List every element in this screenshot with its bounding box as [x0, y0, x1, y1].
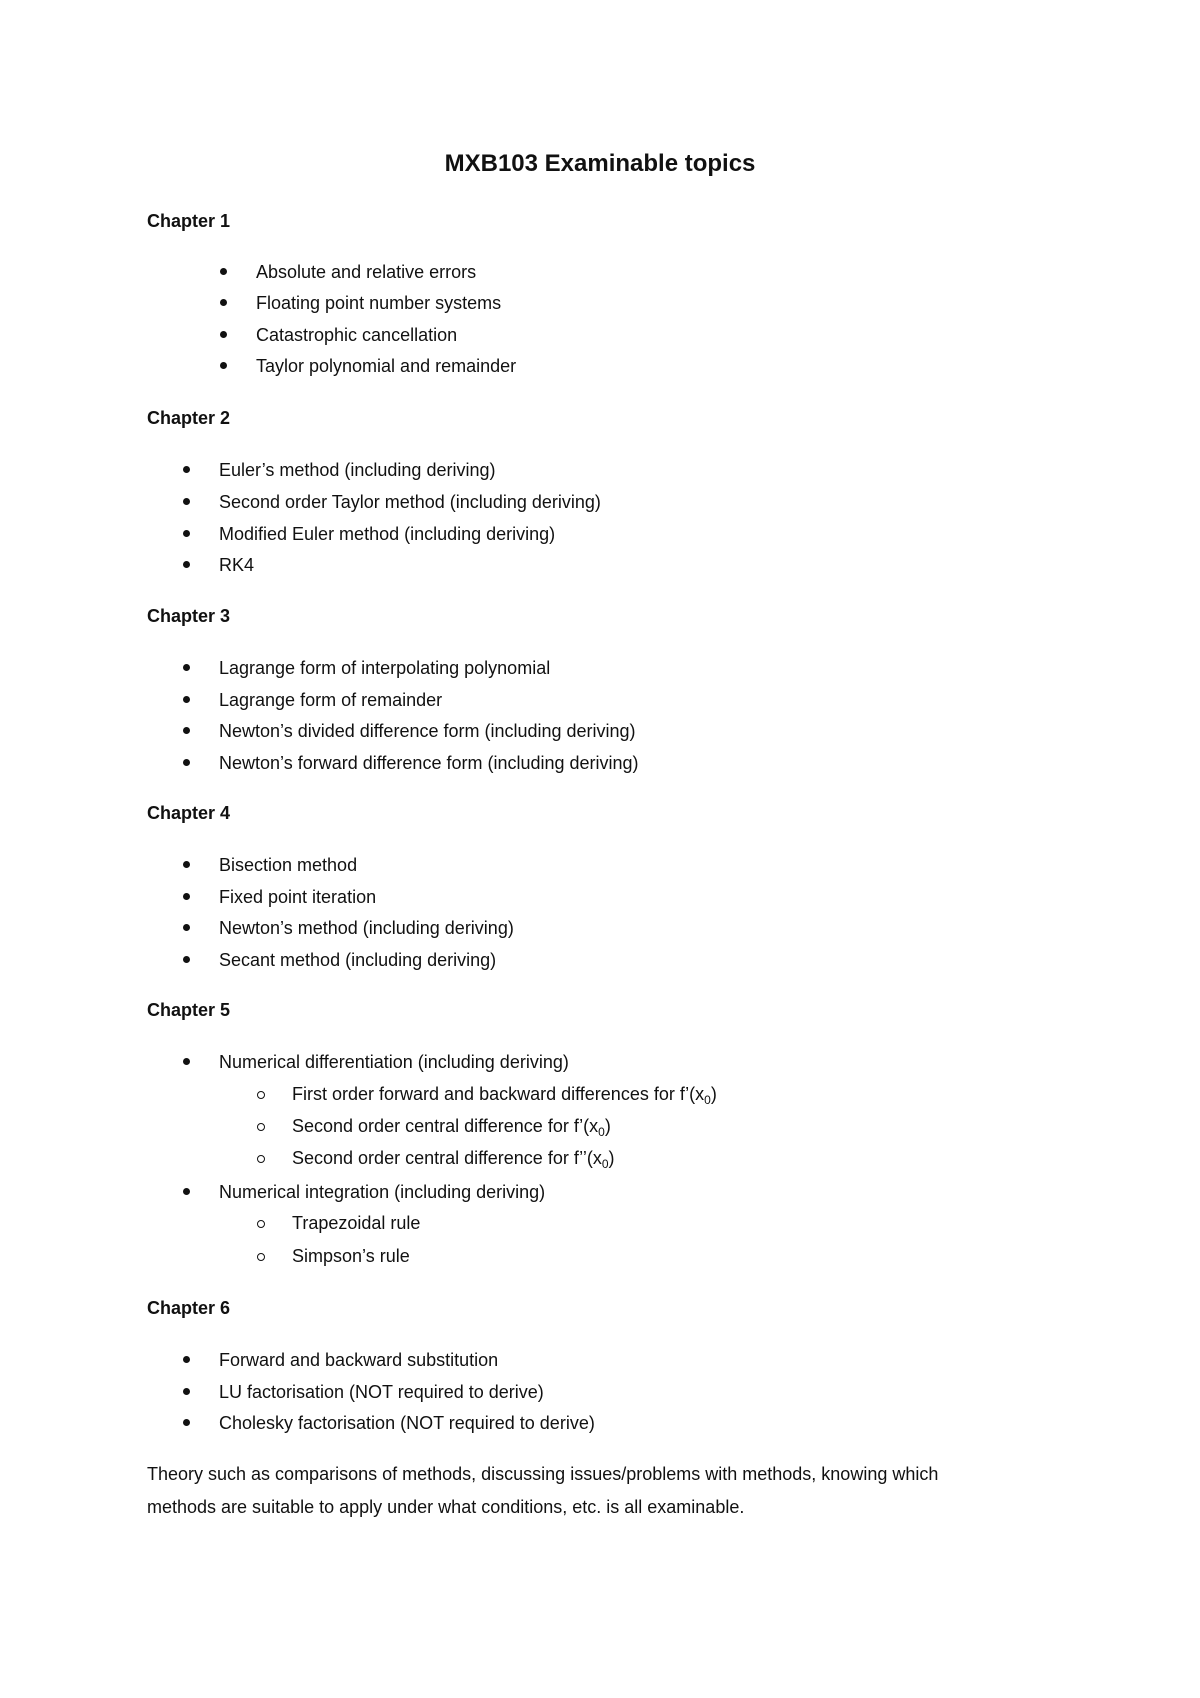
- chapter-5-heading: Chapter 5: [147, 1000, 231, 1020]
- bullet-icon: [183, 498, 190, 505]
- sub-list-item: Simpson’s rule: [292, 1246, 410, 1266]
- bullet-icon: [183, 1388, 190, 1395]
- chapter-6-heading: Chapter 6: [147, 1298, 231, 1318]
- list-item: Euler’s method (including deriving): [219, 460, 496, 480]
- bullet-icon: [183, 924, 190, 931]
- bullet-icon: [220, 268, 227, 275]
- bullet-icon: [183, 1058, 190, 1065]
- bullet-icon: [183, 1419, 190, 1426]
- chapter-4-heading: Chapter 4: [147, 803, 231, 823]
- bullet-icon: [183, 561, 190, 568]
- chapter-3-heading: Chapter 3: [147, 606, 231, 626]
- circle-bullet-icon: [257, 1253, 265, 1261]
- bullet-icon: [183, 861, 190, 868]
- circle-bullet-icon: [257, 1155, 265, 1163]
- bullet-icon: [183, 466, 190, 473]
- list-item: Absolute and relative errors: [256, 262, 477, 282]
- list-item: Fixed point iteration: [219, 887, 377, 907]
- list-item: Floating point number systems: [256, 293, 502, 313]
- bullet-icon: [220, 331, 227, 338]
- list-item: LU factorisation (NOT required to derive): [219, 1382, 544, 1402]
- sub-list-item: Second order central difference for $f’’(x_0)$: [292, 1148, 615, 1171]
- list-item: Taylor polynomial and remainder: [256, 356, 517, 376]
- list-item: Lagrange form of remainder: [219, 690, 443, 710]
- bullet-icon: [183, 1356, 190, 1363]
- list-item: Newton’s forward difference form (including deriving): [219, 753, 639, 773]
- list-item: Bisection method: [219, 855, 358, 875]
- closing-paragraph: [147, 1458, 1067, 1524]
- sub-list-item: First order forward and backward differences for $f’(x_0)$: [292, 1084, 717, 1107]
- bullet-icon: [183, 727, 190, 734]
- bullet-icon: [220, 299, 227, 306]
- list-item: Lagrange form of interpolating polynomial: [219, 658, 551, 678]
- bullet-icon: [183, 893, 190, 900]
- sub-list-item: Second order central difference for $f’(x_0)$: [292, 1116, 611, 1139]
- bullet-icon: [183, 664, 190, 671]
- page-title: MXB103 Examinable topics: [444, 150, 756, 177]
- list-item: RK4: [219, 555, 255, 575]
- circle-bullet-icon: [257, 1123, 265, 1131]
- bullet-icon: [183, 530, 190, 537]
- closing-line: methods are suitable to apply under what conditions, etc. is all examinable.: [147, 1497, 745, 1517]
- list-item: Catastrophic cancellation: [256, 325, 458, 345]
- sub-list-item: Trapezoidal rule: [292, 1213, 421, 1233]
- list-item: Secant method (including deriving): [219, 950, 497, 970]
- chapter-2-heading: Chapter 2: [147, 408, 231, 428]
- list-item: Forward and backward substitution: [219, 1350, 499, 1370]
- list-item: Numerical integration (including deriving): [219, 1182, 546, 1202]
- circle-bullet-icon: [257, 1220, 265, 1228]
- list-item: Modified Euler method (including deriving): [219, 524, 556, 544]
- list-item: Cholesky factorisation (NOT required to derive): [219, 1413, 595, 1433]
- chapter-1-heading: Chapter 1: [147, 211, 231, 231]
- list-item: Newton’s method (including deriving): [219, 918, 514, 938]
- bullet-icon: [183, 759, 190, 766]
- list-item: Numerical differentiation (including deriving): [219, 1052, 569, 1072]
- circle-bullet-icon: [257, 1091, 265, 1099]
- bullet-icon: [183, 956, 190, 963]
- bullet-icon: [183, 1188, 190, 1195]
- bullet-icon: [220, 362, 227, 369]
- list-item: Newton’s divided difference form (including deriving): [219, 721, 636, 741]
- bullet-icon: [183, 696, 190, 703]
- list-item: Second order Taylor method (including deriving): [219, 492, 601, 512]
- closing-line: Theory such as comparisons of methods, discussing issues/problems with methods, knowing which: [147, 1464, 939, 1484]
